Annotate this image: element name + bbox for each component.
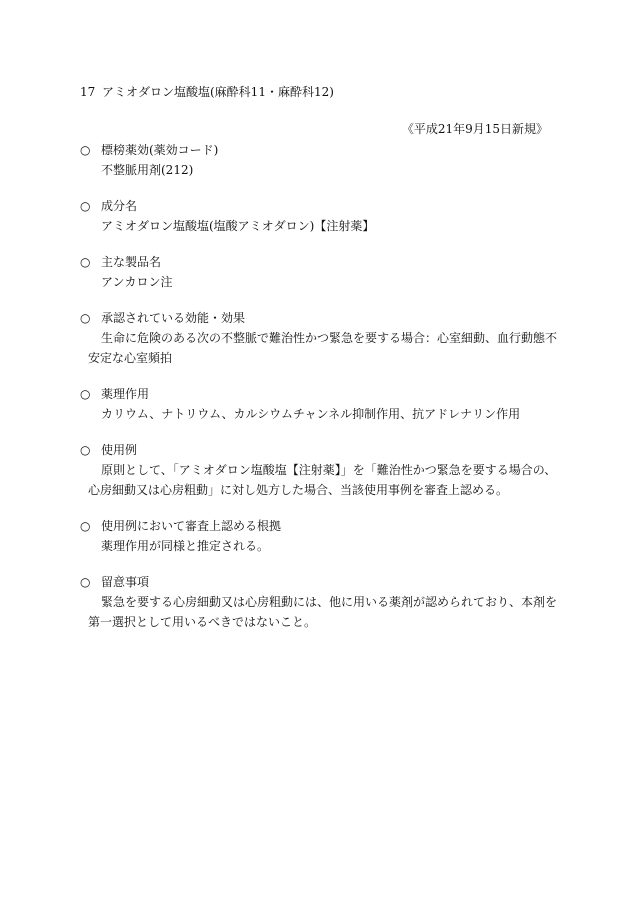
section-product-name — [80, 252, 560, 292]
section-heading-text: 成分名 — [101, 199, 138, 213]
section-approval-basis — [80, 516, 560, 556]
section-heading — [80, 572, 560, 592]
section-heading-text: 主な製品名 — [101, 255, 162, 269]
section-body: 薬理作用が同様と推定される。 — [101, 539, 270, 553]
section-heading — [80, 252, 560, 272]
date-note: 《平成21年9月15日新規》 — [401, 122, 548, 136]
bullet-circle: ○ — [80, 575, 91, 589]
section-heading-text: 使用例 — [101, 443, 138, 457]
section-ingredient — [80, 196, 560, 236]
section-heading-text: 使用例において審査上認める根拠 — [101, 519, 282, 533]
bullet-circle: ○ — [80, 255, 91, 269]
section-heading-text: 承認されている効能・効果 — [101, 311, 246, 325]
section-heading-text: 標榜薬効(薬効コード) — [101, 143, 219, 157]
section-approved-indications — [80, 308, 560, 368]
section-heading — [80, 440, 560, 460]
section-heading — [80, 140, 560, 160]
section-body: 生命に危険のある次の不整脈で難治性かつ緊急を要する場合：心室細動、血行動態不安定な心室頻拍 — [88, 331, 558, 365]
item-title-line — [80, 86, 334, 98]
section-heading — [80, 516, 560, 536]
bullet-circle: ○ — [80, 311, 91, 325]
bullet-circle: ○ — [80, 199, 91, 213]
section-body: 不整脈用剤(212) — [101, 163, 194, 177]
section-indication-class — [80, 140, 560, 180]
section-pharmacology — [80, 384, 560, 424]
section-heading — [80, 196, 560, 216]
section-body: アンカロン注 — [101, 275, 173, 289]
section-body: カリウム、ナトリウム、カルシウムチャンネル抑制作用、抗アドレナリン作用 — [101, 407, 521, 421]
bullet-circle: ○ — [80, 443, 91, 457]
bullet-circle: ○ — [80, 143, 91, 157]
section-body: アミオダロン塩酸塩(塩酸アミオダロン)【注射薬】 — [101, 219, 375, 233]
bullet-circle: ○ — [80, 387, 91, 401]
section-heading-text: 留意事項 — [101, 575, 150, 589]
section-heading — [80, 308, 560, 328]
item-number: 17 — [80, 85, 96, 99]
section-body: 緊急を要する心房細動又は心房粗動には、他に用いる薬剤が認められており、本剤を第一選択として用いるべきではないこと。 — [88, 595, 558, 629]
bullet-circle: ○ — [80, 519, 91, 533]
section-heading — [80, 384, 560, 404]
section-body: 原則として、「アミオダロン塩酸塩【注射薬】」を「難治性かつ緊急を要する場合の、心房細動又は心房粗動」に対し処方した場合、当該使用事例を審査上認める。 — [88, 463, 557, 497]
section-heading-text: 薬理作用 — [101, 387, 150, 401]
section-notes — [80, 572, 560, 632]
section-usage-example — [80, 440, 560, 500]
item-title: アミオダロン塩酸塩(麻酔科11・麻酔科12) — [102, 85, 334, 99]
